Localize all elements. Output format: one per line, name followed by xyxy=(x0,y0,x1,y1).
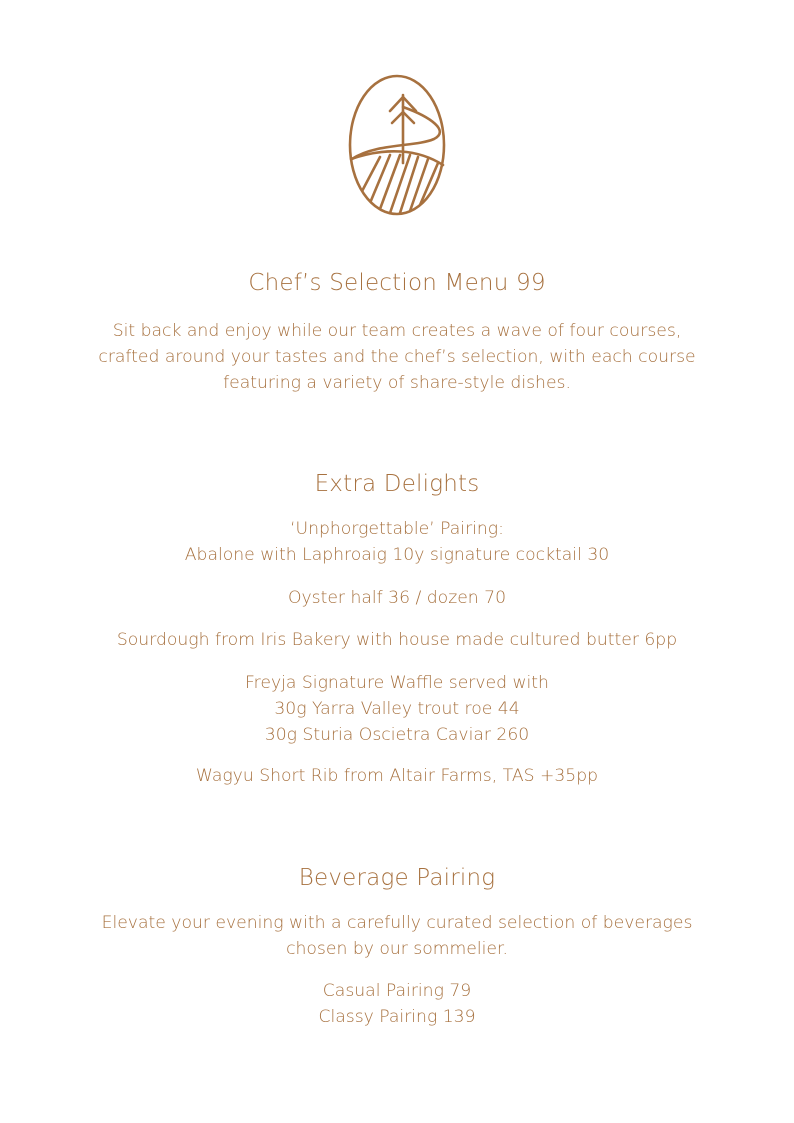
extra-delights-title: Extra Delights xyxy=(314,471,480,497)
menu-item-line: 30g Sturia Oscietra Caviar 260 xyxy=(264,725,530,745)
menu-item-line: 30g Yarra Valley trout roe 44 xyxy=(274,699,520,719)
menu-item-sourdough xyxy=(0,627,794,653)
menu-item-line: Sourdough from Iris Bakery with house made cultured butter 6pp xyxy=(116,630,678,650)
chefs-selection-description xyxy=(0,318,794,396)
description-line: chosen by our sommelier. xyxy=(286,939,508,959)
description-line: Elevate your evening with a carefully curated selection of beverages xyxy=(101,913,693,933)
pairing-option-classy: Classy Pairing 139 xyxy=(318,1007,476,1027)
beverage-pairing-title: Beverage Pairing xyxy=(298,865,496,891)
menu-item-line: Wagyu Short Rib from Altair Farms, TAS +35pp xyxy=(195,766,599,786)
beverage-pairing-options xyxy=(0,978,794,1030)
menu-item-wagyu xyxy=(0,763,794,789)
pairing-option-casual: Casual Pairing 79 xyxy=(322,981,472,1001)
description-line: Sit back and enjoy while our team creates a wave of four courses, xyxy=(112,321,682,341)
menu-item-line: ‘Unphorgettable’ Pairing: xyxy=(290,519,504,539)
description-line: featuring a variety of share-style dishes. xyxy=(223,373,571,393)
menu-item-line: Freyja Signature Waffle served with xyxy=(245,673,549,693)
menu-item-abalone-pairing xyxy=(0,516,794,568)
beverage-pairing-description xyxy=(0,910,794,962)
description-line: crafted around your tastes and the chef’s selection, with each course xyxy=(98,347,696,367)
menu-item-oyster xyxy=(0,585,794,611)
menu-item-line: Abalone with Laphroaig 10y signature cocktail 30 xyxy=(184,545,610,565)
menu-item-waffle xyxy=(0,670,794,748)
chefs-selection-title: Chef’s Selection Menu 99 xyxy=(248,270,546,296)
menu-item-line: Oyster half 36 / dozen 70 xyxy=(287,588,507,608)
tree-oval-logo-icon xyxy=(346,73,448,217)
